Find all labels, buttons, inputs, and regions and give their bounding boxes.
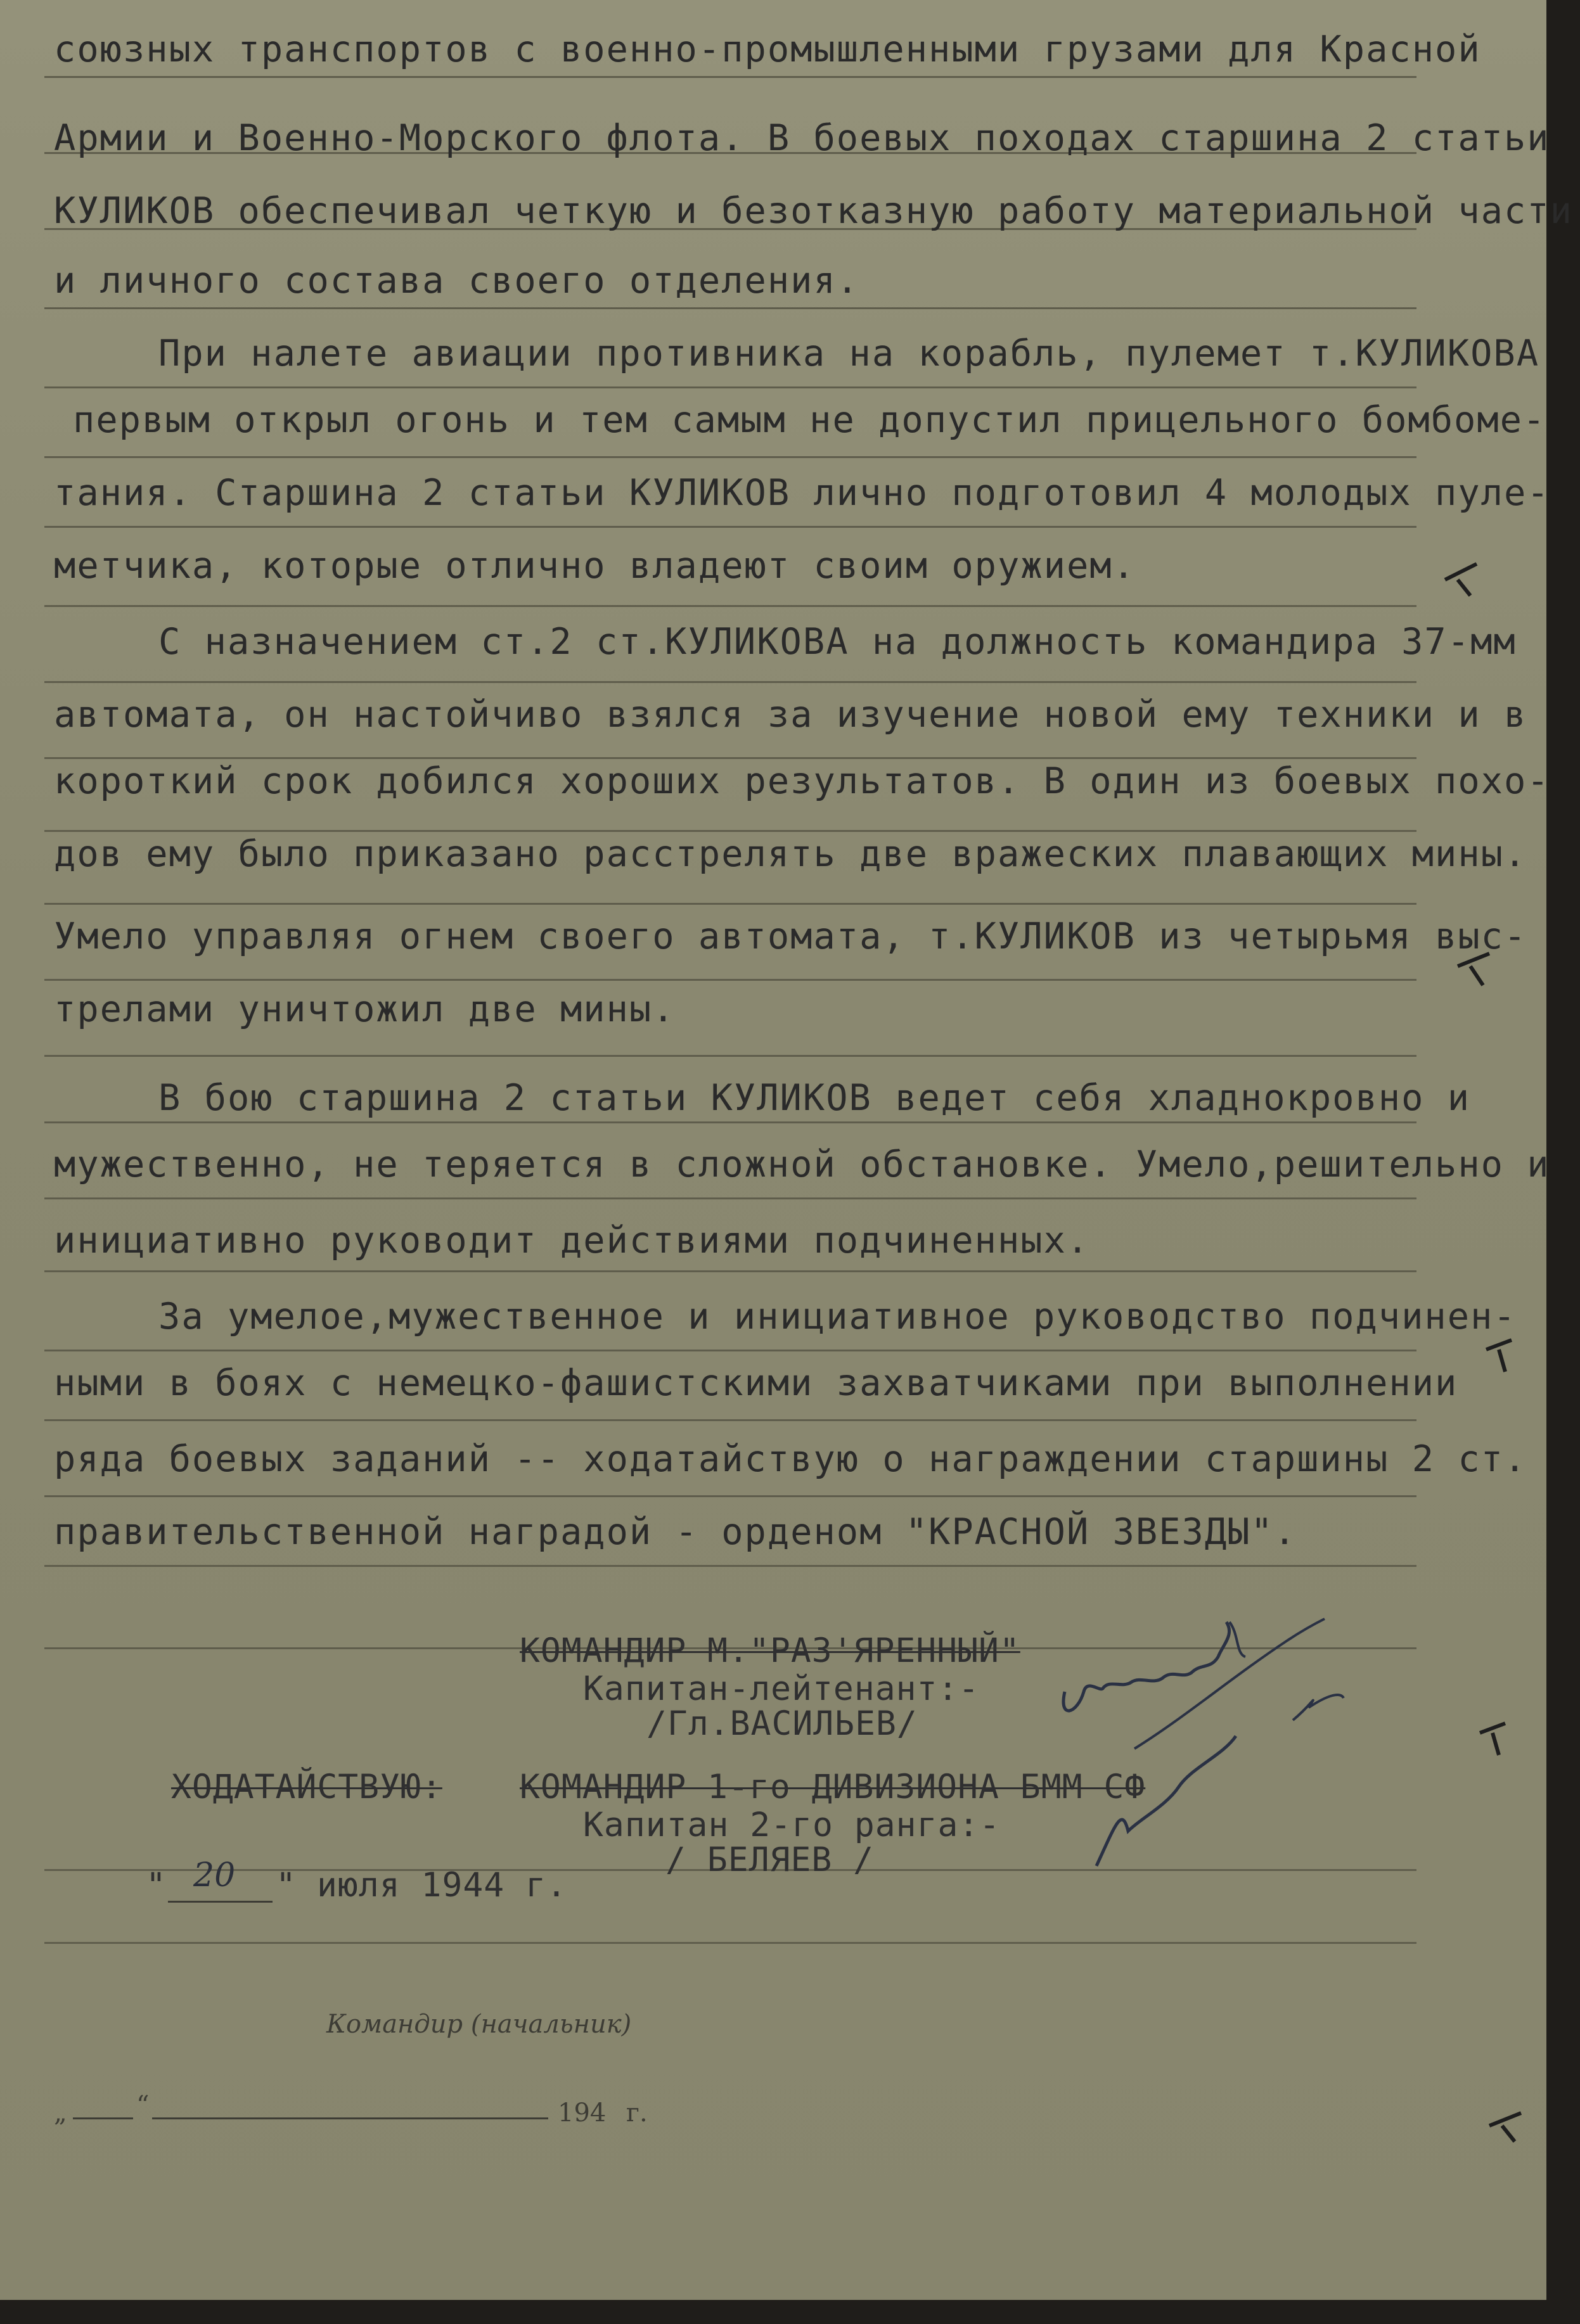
text-line: союзных транспортов с военно-промышленными грузами для Красной (54, 29, 1481, 70)
date-close-quote: " (276, 1866, 297, 1905)
rule-line (44, 526, 1416, 528)
form-commander-label: Командир (начальник) (326, 2010, 632, 2039)
form-year-suffix: г. (626, 2098, 648, 2128)
text-line: мужественно, не теряется в сложной обстановке. Умело,решительно и (54, 1144, 1550, 1185)
commander-rank: Капитан-лейтенант:- (583, 1670, 980, 1708)
rule-line (44, 1419, 1416, 1421)
text-line: правительственной наградой - орденом "КРАСНОЙ ЗВЕЗДЫ". (54, 1511, 1297, 1553)
text-line: и личного состава своего отделения. (54, 260, 860, 302)
petition-label: ХОДАТАЙСТВУЮ: (171, 1768, 442, 1806)
rule-line (44, 307, 1416, 309)
margin-check-icon (1451, 947, 1496, 992)
text-line: тания. Старшина 2 статьи КУЛИКОВ лично подготовил 4 молодых пуле- (54, 472, 1550, 514)
text-line: ными в боях с немецко-фашистскими захватчиками при выполнении (54, 1362, 1458, 1404)
form-date-open-quote: „ (54, 2098, 67, 2128)
division-commander-rank: Капитан 2-го ранга:- (583, 1806, 1001, 1844)
text-line: автомата, он настойчиво взялся за изучение новой ему техники и в (54, 694, 1527, 736)
text-line: При налете авиации противника на корабль, пулемет т.КУЛИКОВА (158, 333, 1540, 374)
rule-line (44, 386, 1416, 388)
division-commander-title: КОМАНДИР 1-го ДИВИЗИОНА БММ СФ (520, 1768, 1146, 1806)
text-line: первым открыл огонь и тем самым не допустил прицельного бомбоме- (73, 399, 1546, 441)
commander-name: /Гл.ВАСИЛЬЕВ/ (646, 1704, 918, 1743)
text-line: трелами уничтожил две мины. (54, 988, 676, 1030)
text-line: Армии и Военно-Морского флота. В боевых походах старшина 2 статьи (54, 117, 1550, 159)
rule-line (44, 830, 1416, 832)
rule-line (44, 1495, 1416, 1497)
text-line: Умело управляя огнем своего автомата, т.КУЛИКОВ из четырьмя выс- (54, 916, 1527, 957)
form-date-mid-quote: “ (136, 2091, 150, 2120)
rule-line (44, 1055, 1416, 1057)
rule-line (44, 1121, 1416, 1123)
text-line: КУЛИКОВ обеспечивал четкую и безотказную работу материальной части (54, 190, 1573, 232)
signature-belyaev (1077, 1730, 1280, 1875)
text-line: инициативно руководит действиями подчиненных. (54, 1220, 1090, 1261)
date-open-quote: " (146, 1866, 167, 1905)
rule-line (44, 456, 1416, 458)
date-day-handwritten: 20 (193, 1856, 236, 1894)
date-day-underline (168, 1901, 273, 1903)
division-commander-name: / БЕЛЯЕВ / (665, 1841, 875, 1879)
form-day-blank (73, 2117, 133, 2119)
rule-line (44, 1350, 1416, 1351)
rule-line (44, 903, 1416, 905)
margin-check-icon (1483, 2104, 1527, 2148)
text-line: метчика, которые отлично владеют своим оружием. (54, 545, 1136, 587)
form-year-prefix: 194 (558, 2098, 607, 2128)
text-line: короткий срок добился хороших результатов. В один из боевых похо- (54, 760, 1550, 802)
text-line: ряда боевых заданий -- ходатайствую о награждении старшины 2 ст. (54, 1438, 1527, 1480)
form-month-blank (152, 2117, 548, 2119)
date-rest: июля 1944 г. (317, 1866, 567, 1905)
rule-line (44, 757, 1416, 759)
rule-line (44, 605, 1416, 607)
rule-line (44, 1942, 1416, 1944)
rule-line (44, 979, 1416, 981)
text-line: С назначением ст.2 ст.КУЛИКОВА на должность командира 37-мм (158, 621, 1517, 663)
margin-check-icon (1480, 1334, 1518, 1378)
rule-line (44, 1197, 1416, 1199)
text-line: дов ему было приказано расстрелять две вражеских плавающих мины. (54, 833, 1527, 875)
rule-line (44, 1270, 1416, 1272)
margin-check-icon (1439, 558, 1483, 602)
margin-check-icon (1474, 1717, 1512, 1761)
text-line: За умелое,мужественное и инициативное руководство подчинен- (158, 1296, 1517, 1338)
rule-line (44, 1565, 1416, 1567)
rule-line (44, 76, 1416, 78)
text-line: В бою старшина 2 статьи КУЛИКОВ ведет себя хладнокровно и (158, 1077, 1471, 1119)
commander-title: КОМАНДИР М."РАЗ'ЯРЕННЫЙ" (520, 1631, 1020, 1670)
rule-line (44, 681, 1416, 683)
